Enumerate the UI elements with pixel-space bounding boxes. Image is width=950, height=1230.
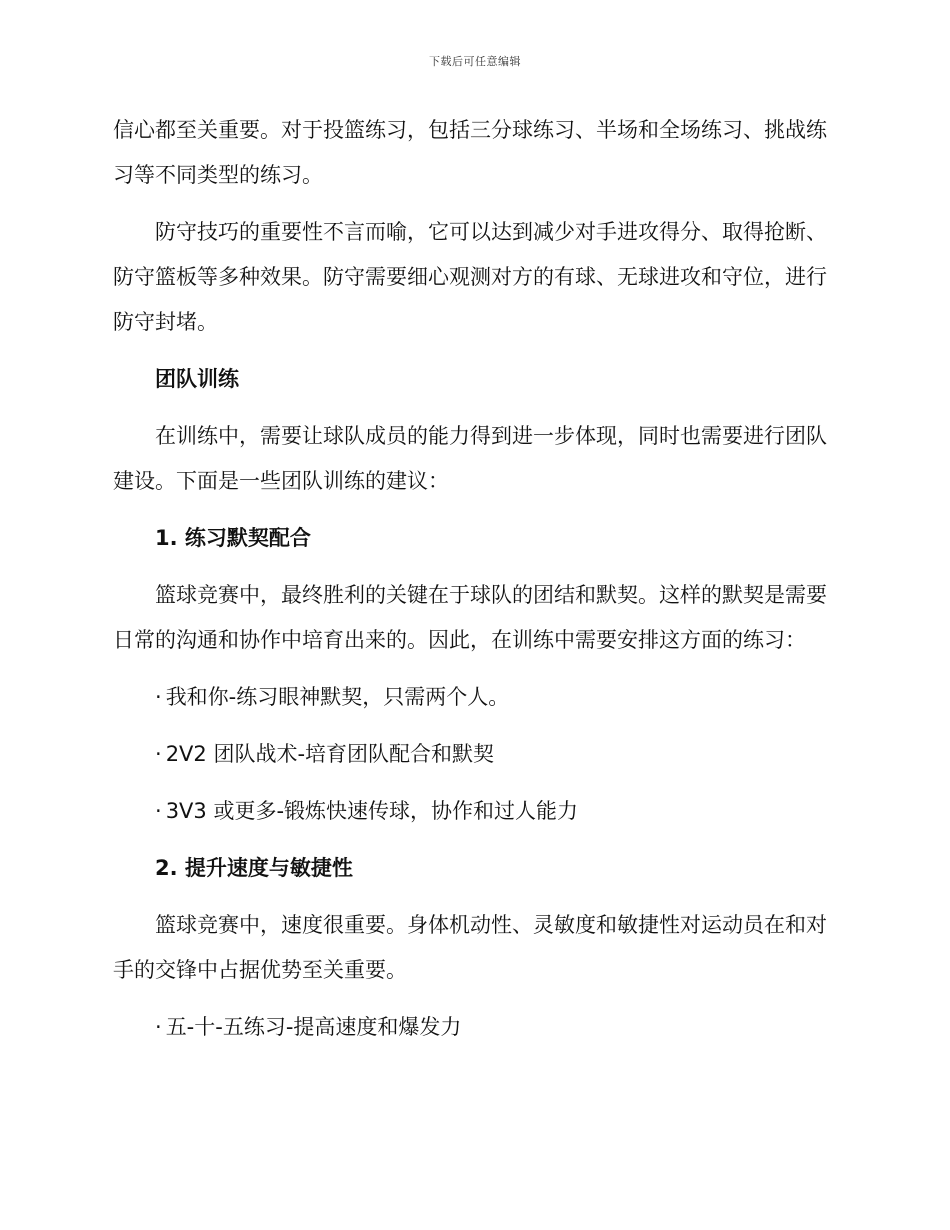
paragraph-team-training-intro: 在训练中，需要让球队成员的能力得到进一步体现，同时也需要进行团队建设。下面是一些团队训练的建议： [113,424,827,493]
paragraph-teamwork: 篮球竞赛中，最终胜利的关键在于球队的团结和默契。这样的默契是需要日常的沟通和协作中培育出来的。因此，在训练中需要安排这方面的练习： [113,583,827,652]
bullet-marker: · [155,685,162,709]
list-item-text: 我和你-练习眼神默契，只需两个人。 [165,685,510,709]
list-item-text: 3V3 或更多-锻炼快速传球，协作和过人能力 [165,799,579,823]
paragraph-speed-agility: 篮球竞赛中，速度很重要。身体机动性、灵敏度和敏捷性对运动员在和对手的交锋中占据优势至关重要。 [113,913,827,982]
list-item-text: 五-十-五练习-提高速度和爆发力 [165,1015,462,1039]
list-item [113,732,838,777]
list-item [113,1005,838,1050]
paragraph-shooting-practice: 信心都至关重要。对于投篮练习，包括三分球练习、半场和全场练习、挑战练习等不同类型的练习。 [113,118,827,187]
bullet-marker: · [155,742,162,766]
subheading-teamwork: 1. 练习默契配合 [155,526,311,550]
paragraph-defense-skills: 防守技巧的重要性不言而喻，它可以达到减少对手进攻得分、取得抢断、防守篮板等多种效果。防守需要细心观测对方的有球、无球进攻和守位，进行防守封堵。 [113,220,827,334]
list-item-text: 2V2 团队战术-培育团队配合和默契 [165,742,495,766]
list-item [113,789,838,834]
bullet-marker: · [155,799,162,823]
list-item [113,675,838,720]
bullet-marker: · [155,1015,162,1039]
page-header: 下载后可任意编辑 [429,55,521,68]
subheading-speed-agility: 2. 提升速度与敏捷性 [155,856,353,880]
document-body [113,108,838,1062]
section-heading-team-training: 团队训练 [155,367,239,391]
